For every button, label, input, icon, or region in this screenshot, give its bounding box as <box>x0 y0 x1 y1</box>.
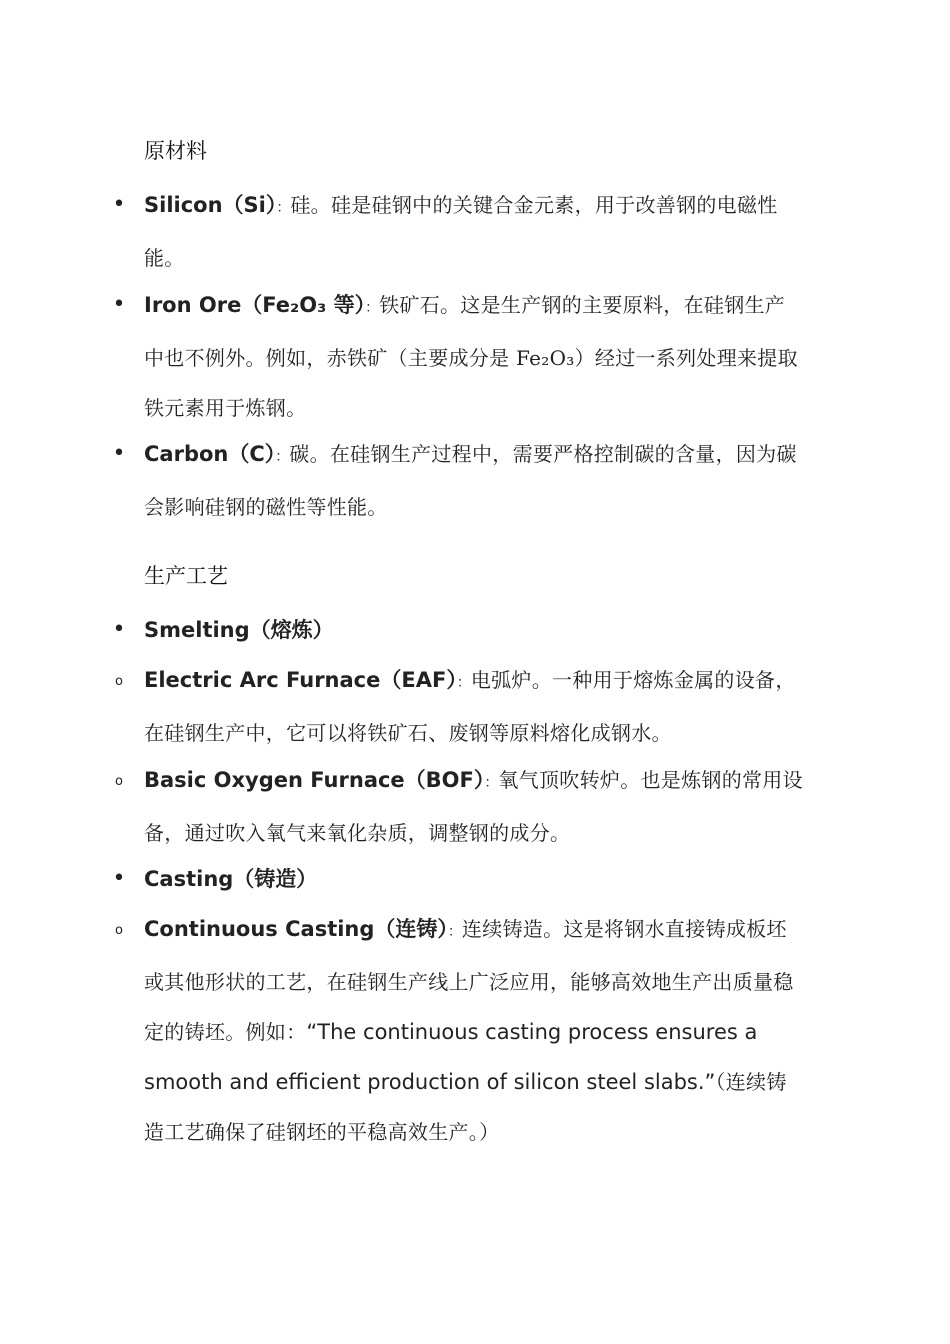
description-continuous-casting: 连续铸造。这是将钢水直接铸成板坯或其他形状的工艺，在硅钢生产线上广泛应用，能够高效地生产出质量稳定的铸坯。例如： <box>144 917 794 1044</box>
term-separator: ： <box>456 675 471 691</box>
list-item-casting <box>112 854 804 904</box>
term-smelting: Smelting（熔炼） <box>144 618 334 642</box>
list-item-silicon <box>112 180 804 283</box>
description-silicon: 硅。硅是硅钢中的关键合金元素，用于改善钢的电磁性能。 <box>144 193 778 270</box>
description-iron-ore: 铁矿石。这是生产钢的主要原料，在硅钢生产中也不例外。例如，赤铁矿（主要成分是 Fe₂O₃）经过一系列处理来提取铁元素用于炼钢。 <box>144 293 798 420</box>
description-bof: 氧气顶吹转炉。也是炼钢的常用设备，通过吹入氧气来氧化杂质，调整钢的成分。 <box>144 768 803 845</box>
english-quote: “The continuous casting process ensures a smooth and efficient production of silicon steel slabs.” <box>144 1020 758 1094</box>
circle-marker: o <box>115 923 123 938</box>
description-eaf: 电弧炉。一种用于熔炼金属的设备，在硅钢生产中，它可以将铁矿石、废钢等原料熔化成钢水。 <box>144 668 796 745</box>
list-item-carbon <box>112 429 804 532</box>
section-heading-raw-materials: 原材料 <box>144 139 207 163</box>
bullet-marker: • <box>112 192 126 217</box>
term-continuous-casting: Continuous Casting（连铸） <box>144 917 448 941</box>
term-separator: ： <box>484 775 499 791</box>
list-item-electric-arc-furnace <box>115 655 804 758</box>
term-iron-ore: Iron Ore（Fe₂O₃ 等） <box>144 293 366 317</box>
bullet-marker: • <box>112 617 126 642</box>
term-separator: ： <box>275 449 290 465</box>
bullet-marker: • <box>112 441 126 466</box>
term-eaf: Electric Arc Furnace（EAF） <box>144 668 457 692</box>
list-item-basic-oxygen-furnace <box>115 755 804 858</box>
term-silicon: Silicon（Si） <box>144 193 277 217</box>
quote-translation: （连续铸造工艺确保了硅钢坯的平稳高效生产。） <box>144 1070 787 1144</box>
list-item-iron-ore <box>112 280 804 433</box>
term-separator: ： <box>447 924 462 940</box>
circle-marker: o <box>115 774 123 789</box>
section-heading-production-process: 生产工艺 <box>144 564 228 588</box>
list-item-smelting <box>112 605 804 655</box>
term-bof: Basic Oxygen Furnace（BOF） <box>144 768 485 792</box>
term-casting: Casting（铸造） <box>144 867 318 891</box>
bullet-marker: • <box>112 866 126 891</box>
description-carbon: 碳。在硅钢生产过程中，需要严格控制碳的含量，因为碳会影响硅钢的磁性等性能。 <box>144 442 797 519</box>
term-carbon: Carbon（C） <box>144 442 276 466</box>
bullet-marker: • <box>112 292 126 317</box>
term-separator: ： <box>365 300 380 316</box>
list-item-continuous-casting <box>115 904 804 1157</box>
term-separator: ： <box>276 200 291 216</box>
circle-marker: o <box>115 674 123 689</box>
